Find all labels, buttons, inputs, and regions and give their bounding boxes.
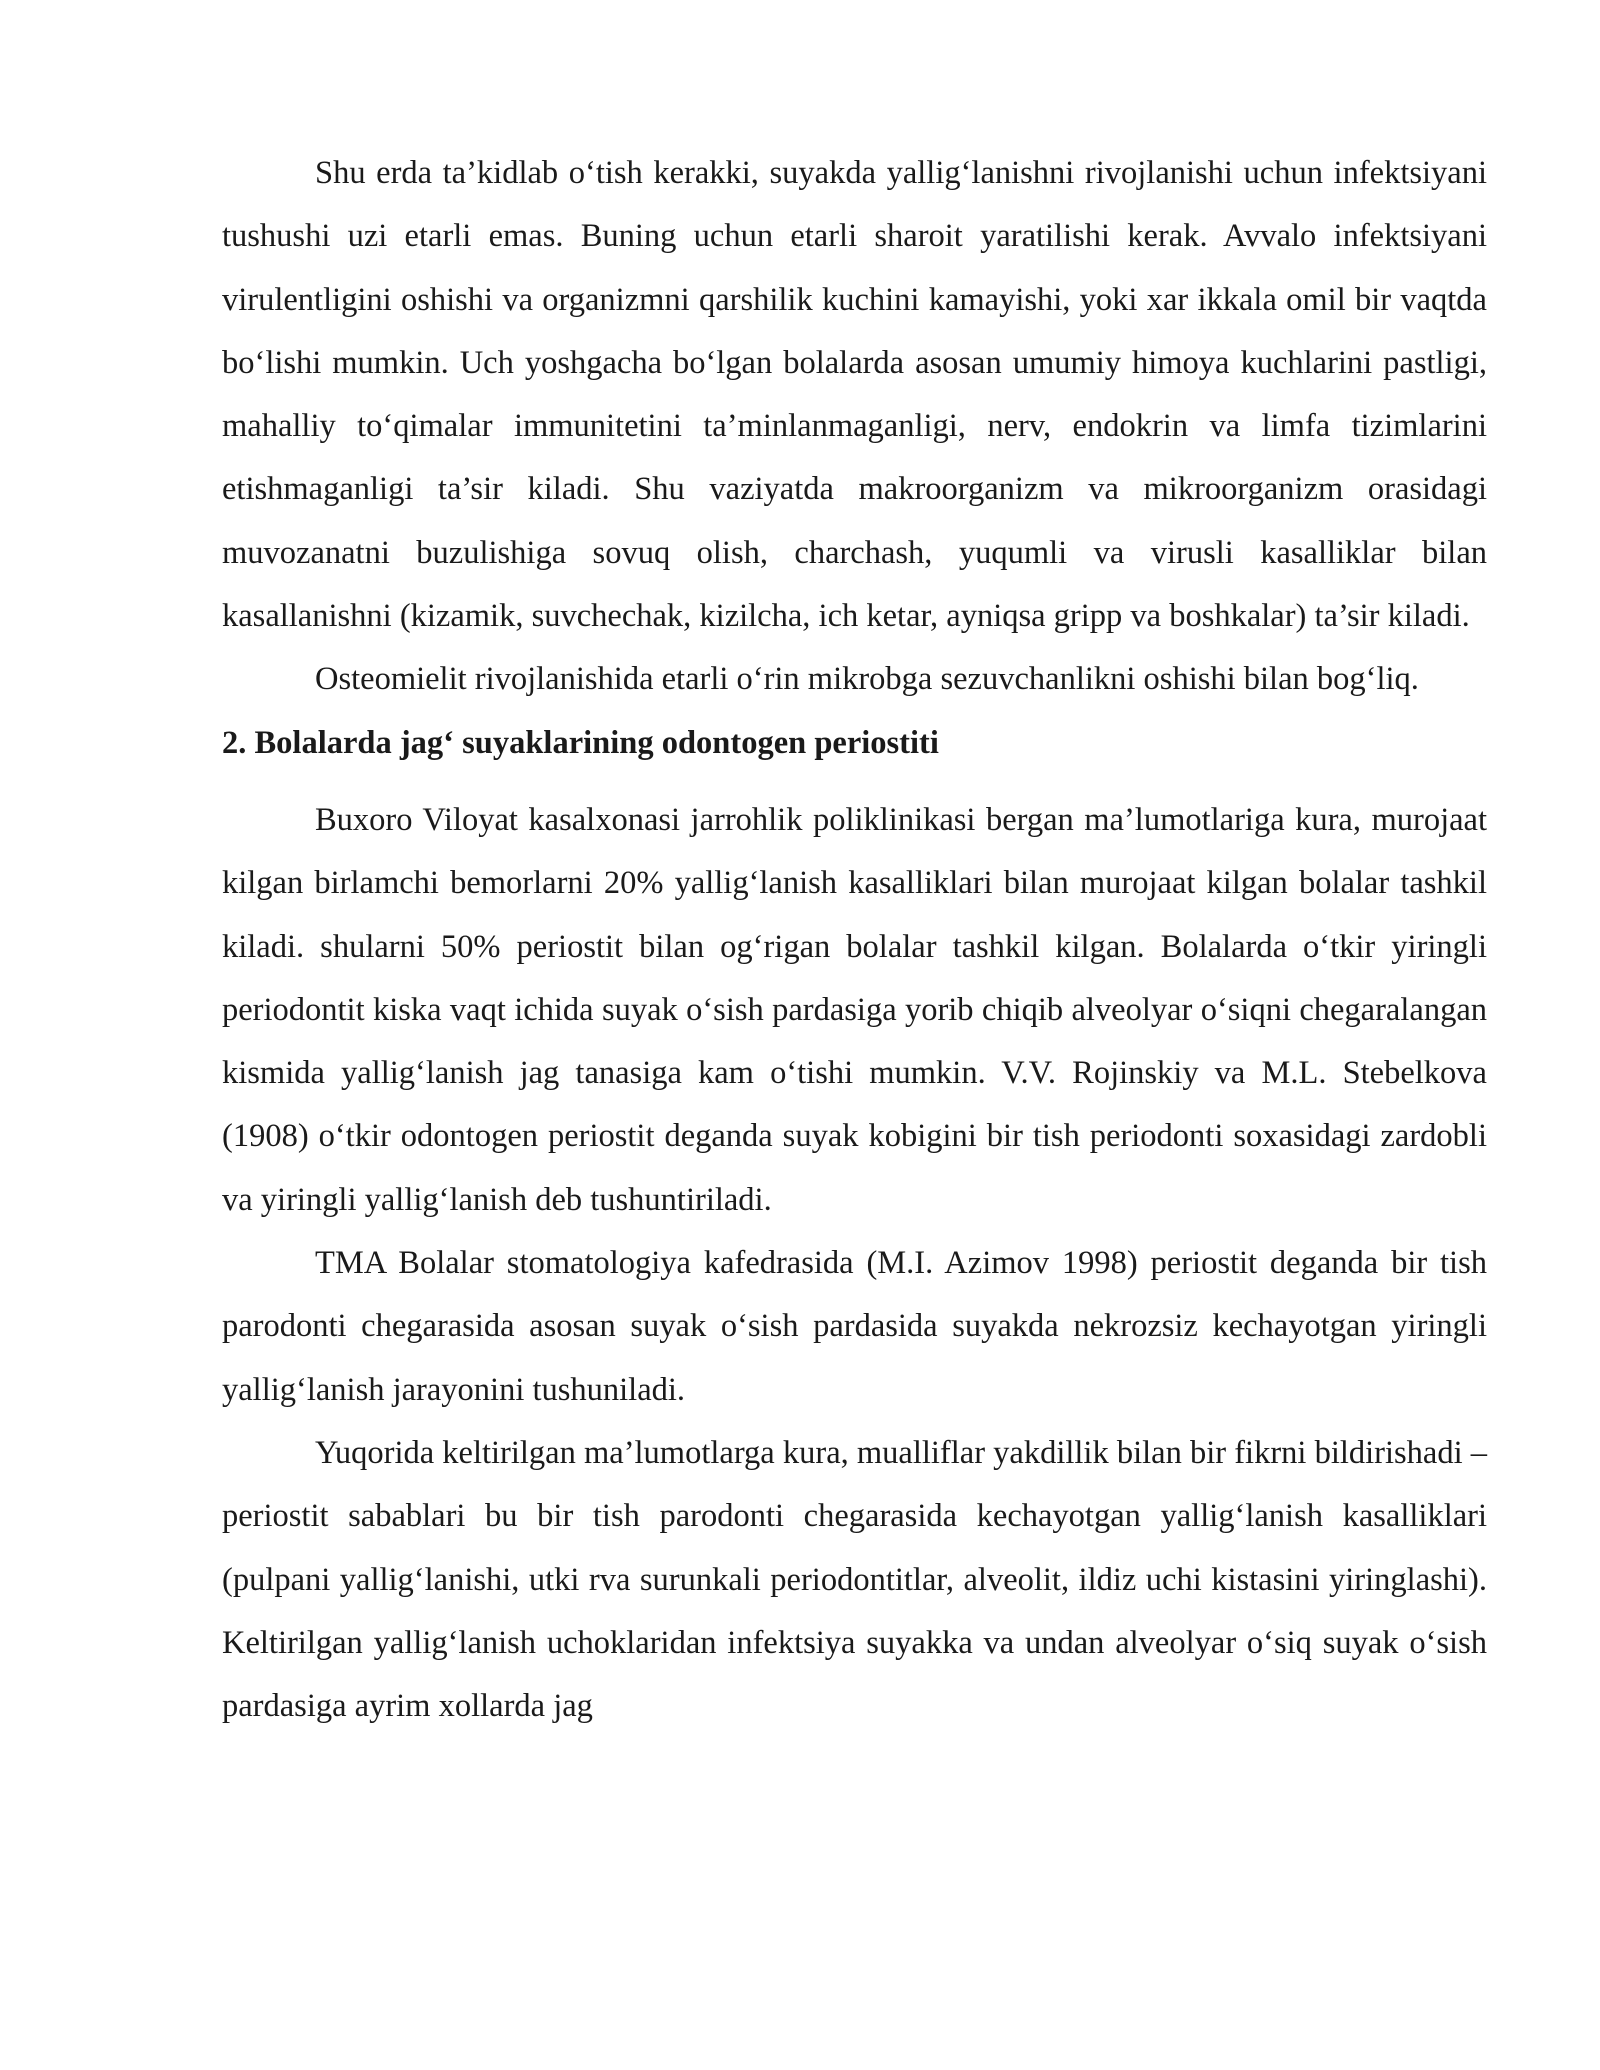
paragraph-inflammation-conditions: Shu erda ta’kidlab o‘tish kerakki, suyakda yallig‘lanishni rivojlanishi uchun infektsiyani tushushi uzi etarli emas. Buning uchun etarli sharoit yaratilishi kerak. Avvalo infektsiyani virulentligini oshishi va organizmni qarshilik kuchini kamayishi, yoki xar ikkala omil bir vaqtda bo‘lishi mumkin. Uch yoshgacha bo‘lgan bolalarda asosan umumiy himoya kuchlarini pastligi, mahalliy to‘qimalar immunitetini ta’minlanmaganligi, nerv, endokrin va limfa tizimlarini etishmaganligi ta’sir kiladi. Shu vaziyatda makroorganizm va mikroorganizm orasidagi muvozanatni buzulishiga sovuq olish, charchash, yuqumli va virusli kasalliklar bilan kasallanishni (kizamik, suvchechak, kizilcha, ich ketar, ayniqsa gripp va boshkalar) ta’sir kiladi. <box>222 155 1487 635</box>
paragraph-tma-definition: TMA Bolalar stomatologiya kafedrasida (M.I. Azimov 1998) periostit deganda bir tish parodonti chegarasida asosan suyak o‘sish pardasida suyakda nekrozsiz kechayotgan yiringli yallig‘lanish jarayonini tushuniladi. <box>222 1245 1487 1408</box>
paragraph-bukhara-statistics: Buxoro Viloyat kasalxonasi jarrohlik poliklinikasi bergan ma’lumotlariga kura, murojaat kilgan birlamchi bemorlarni 20% yallig‘lanish kasalliklari bilan murojaat kilgan bolalar tashkil kiladi. shularni 50% periostit bilan og‘rigan bolalar tashkil kilgan. Bolalarda o‘tkir yiringli periodontit kiska vaqt ichida suyak o‘sish pardasiga yorib chiqib alveolyar o‘siqni chegaralangan kismida yallig‘lanish jag tanasiga kam o‘tishi mumkin. V.V. Rojinskiy va M.L. Stebelkova (1908) o‘tkir odontogen periostit deganda suyak kobigini bir tish periodonti soxasidagi zardobli va yiringli yallig‘lanish deb tushuntiriladi. <box>222 801 1487 1218</box>
section-heading: 2. Bolalarda jag‘ suyaklarining odontogen periostiti <box>222 724 939 761</box>
paragraph-osteomyelitis-sensitivity: Osteomielit rivojlanishida etarli o‘rin mikrobga sezuvchanlikni oshishi bilan bog‘liq. <box>315 661 1419 698</box>
document-page <box>222 142 1487 1738</box>
paragraph-authors-consensus: Yuqorida keltirilgan ma’lumotlarga kura, mualliflar yakdillik bilan bir fikrni bildirishadi – periostit sabablari bu bir tish parodonti chegarasida kechayotgan yallig‘lanish kasalliklari (pulpani yallig‘lanishi, utki rva surunkali periodontitlar, alveolit, ildiz uchi kistasini yiringlashi). Keltirilgan yallig‘lanish uchoklaridan infektsiya suyakka va undan alveolyar o‘siq suyak o‘sish pardasiga ayrim xollarda jag <box>222 1434 1487 1725</box>
